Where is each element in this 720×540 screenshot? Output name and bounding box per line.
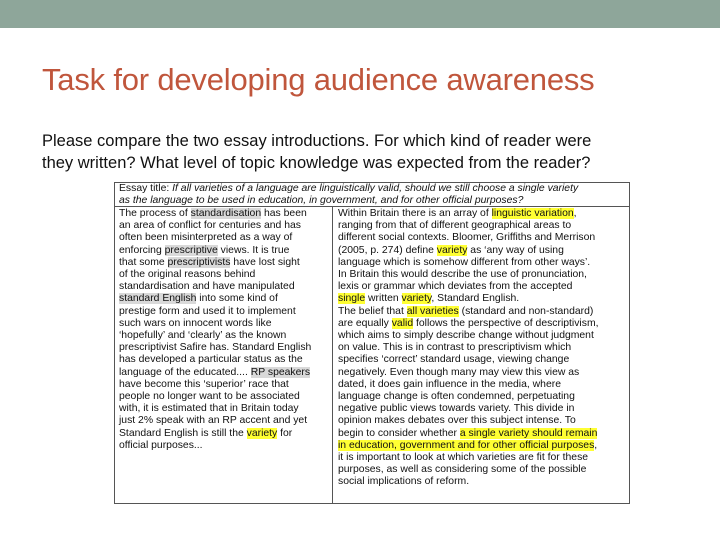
left-intro-line	[119, 257, 328, 269]
text-segment: such wars on innocent words like	[119, 317, 272, 329]
right-intro-line	[338, 245, 626, 257]
highlighted-term: variety	[246, 427, 278, 439]
left-intro-line	[119, 208, 328, 220]
text-segment: opinion makes debates over this subject intense. To	[338, 415, 576, 427]
text-segment: specifies ‘correct’ standard usage, viewing change	[338, 354, 570, 366]
left-intro-line	[119, 354, 328, 366]
text-segment: with, it is estimated that in Britain today	[119, 403, 299, 415]
text-segment: ‘hopefully’ and ‘clearly’ as the known	[119, 330, 287, 342]
highlighted-term: variety	[436, 244, 468, 256]
left-intro-line	[119, 330, 328, 342]
text-segment: an area of conflict for centuries and has	[119, 220, 301, 232]
text-segment: , Standard English.	[431, 293, 520, 305]
text-segment: standardisation and have manipulated	[119, 281, 295, 293]
left-intro-line	[119, 403, 328, 415]
question-line-1: Please compare the two essay introductions. For which kind of reader were	[42, 132, 592, 150]
left-intro-line	[119, 415, 328, 427]
text-segment: ranging from that of different geographical areas to	[338, 220, 572, 232]
right-intro-line	[338, 476, 626, 488]
text-segment: social implications of reform.	[338, 476, 470, 488]
right-intro-line	[338, 269, 626, 281]
text-segment: have lost sight	[230, 256, 300, 268]
right-intro-line	[338, 354, 626, 366]
highlighted-term: single	[338, 293, 366, 305]
left-intro-line	[119, 232, 328, 244]
text-segment: (2005, p. 274) define	[338, 244, 437, 256]
slide-title: Task for developing audience awareness	[42, 62, 595, 97]
highlighted-term: a single variety should remain	[459, 427, 598, 439]
right-intro-line	[338, 257, 626, 269]
text-segment: are equally	[338, 317, 392, 329]
text-segment: enforcing	[119, 244, 165, 256]
right-intro-line	[338, 379, 626, 391]
right-intro-line	[338, 342, 626, 354]
text-segment: on value. This is in contrast to prescriptivism which	[338, 342, 572, 354]
text-segment: people no longer want to be associated	[119, 391, 300, 403]
highlighted-term: linguistic variation	[491, 208, 574, 219]
text-segment: of the original reasons behind	[119, 269, 256, 281]
text-segment: (standard and non-standard)	[458, 305, 594, 317]
highlighted-term: standard English	[119, 293, 197, 305]
highlighted-term: variety	[401, 293, 432, 305]
text-segment: which aims to simply describe change without judgment	[338, 330, 594, 342]
text-segment: The process of	[119, 208, 191, 219]
text-segment: views. It is true	[217, 244, 290, 256]
essay-comparison-table	[114, 182, 630, 504]
question-line-2: they written? What level of topic knowledge was expected from the reader?	[42, 154, 591, 172]
text-segment: In Britain this would describe the use of pronunciation,	[338, 269, 587, 281]
essay-introduction-right	[333, 207, 630, 504]
highlighted-term: prescriptivists	[167, 256, 231, 268]
text-segment: negative public views towards variety. This divide in	[338, 403, 575, 415]
text-segment: purposes, as well as considering some of the possible	[338, 464, 587, 476]
text-segment: different social contexts. Bloomer, Griffiths and Merrison	[338, 232, 596, 244]
text-segment: for	[277, 427, 293, 439]
text-segment: language which is somehow different from other ways’.	[338, 256, 591, 268]
left-intro-line	[119, 342, 328, 354]
text-segment: as ‘any way of using	[467, 244, 564, 256]
right-intro-line	[338, 464, 626, 476]
text-segment: language change is often condemned, perpetuating	[338, 391, 575, 403]
left-intro-line	[119, 318, 328, 330]
essay-introduction-left	[115, 207, 333, 504]
left-intro-line	[119, 379, 328, 391]
text-segment: dated, it does gain influence in the media, where	[338, 378, 561, 390]
right-intro-line	[338, 367, 626, 379]
essay-title-text-line-1: If all varieties of a language are linguistically valid, should we still choose a single variety	[172, 183, 579, 194]
right-intro-line	[338, 208, 626, 220]
slide-top-bar	[0, 0, 720, 28]
essay-title-row	[115, 183, 629, 207]
text-segment: prescriptivist Safire has. Standard English	[119, 342, 312, 354]
text-segment: prestige form and used it to implement	[119, 305, 296, 317]
highlighted-term: prescriptive	[164, 244, 218, 256]
text-segment: ,	[573, 208, 577, 219]
text-segment: it is important to look at which varieties are fit for these	[338, 452, 589, 464]
right-intro-line	[338, 306, 626, 318]
text-segment: into some kind of	[196, 293, 278, 305]
highlighted-term: all varieties	[406, 305, 459, 317]
text-segment: has been	[261, 208, 307, 219]
highlighted-term: in education, government and for other official purposes	[338, 439, 595, 451]
right-intro-line	[338, 391, 626, 403]
text-segment: Standard English is still the	[119, 427, 247, 439]
right-intro-line	[338, 293, 626, 305]
left-intro-line	[119, 440, 328, 452]
text-segment: negatively. Even though many may view this view as	[338, 366, 580, 378]
right-intro-line	[338, 318, 626, 330]
left-intro-line	[119, 269, 328, 281]
right-intro-line	[338, 428, 626, 440]
text-segment: The belief that	[338, 305, 407, 317]
left-intro-line	[119, 391, 328, 403]
right-intro-line	[338, 415, 626, 427]
text-segment: official purposes...	[119, 439, 203, 451]
left-intro-line	[119, 220, 328, 232]
text-segment: just 2% speak with an RP accent and yet	[119, 415, 308, 427]
text-segment: that some	[119, 256, 168, 268]
right-intro-line	[338, 452, 626, 464]
text-segment: begin to consider whether	[338, 427, 460, 439]
task-question	[42, 130, 682, 174]
right-intro-line	[338, 330, 626, 342]
text-segment: language of the educated....	[119, 366, 251, 378]
left-intro-line	[119, 245, 328, 257]
right-intro-line	[338, 281, 626, 293]
text-segment: written	[365, 293, 402, 305]
right-intro-line	[338, 220, 626, 232]
right-intro-line	[338, 440, 626, 452]
text-segment: lexis or grammar which deviates from the accepted	[338, 281, 573, 293]
right-intro-line	[338, 403, 626, 415]
right-intro-line	[338, 232, 626, 244]
essay-title-prefix: Essay title:	[119, 183, 173, 194]
left-intro-line	[119, 306, 328, 318]
highlighted-term: valid	[391, 317, 414, 329]
text-segment: Within Britain there is an array of	[338, 208, 492, 219]
left-intro-line	[119, 367, 328, 379]
text-segment: ,	[594, 439, 598, 451]
text-segment: follows the perspective of descriptivism,	[413, 317, 599, 329]
text-segment: have become this ‘superior’ race that	[119, 378, 289, 390]
highlighted-term: RP speakers	[250, 366, 311, 378]
essay-title-text-line-2: as the language to be used in education, in government, and for other official purposes?	[119, 195, 524, 207]
left-intro-line	[119, 293, 328, 305]
left-intro-line	[119, 281, 328, 293]
left-intro-line	[119, 428, 328, 440]
text-segment: often been misinterpreted as a way of	[119, 232, 293, 244]
highlighted-term: standardisation	[190, 208, 262, 219]
text-segment: has developed a particular status as the	[119, 354, 303, 366]
